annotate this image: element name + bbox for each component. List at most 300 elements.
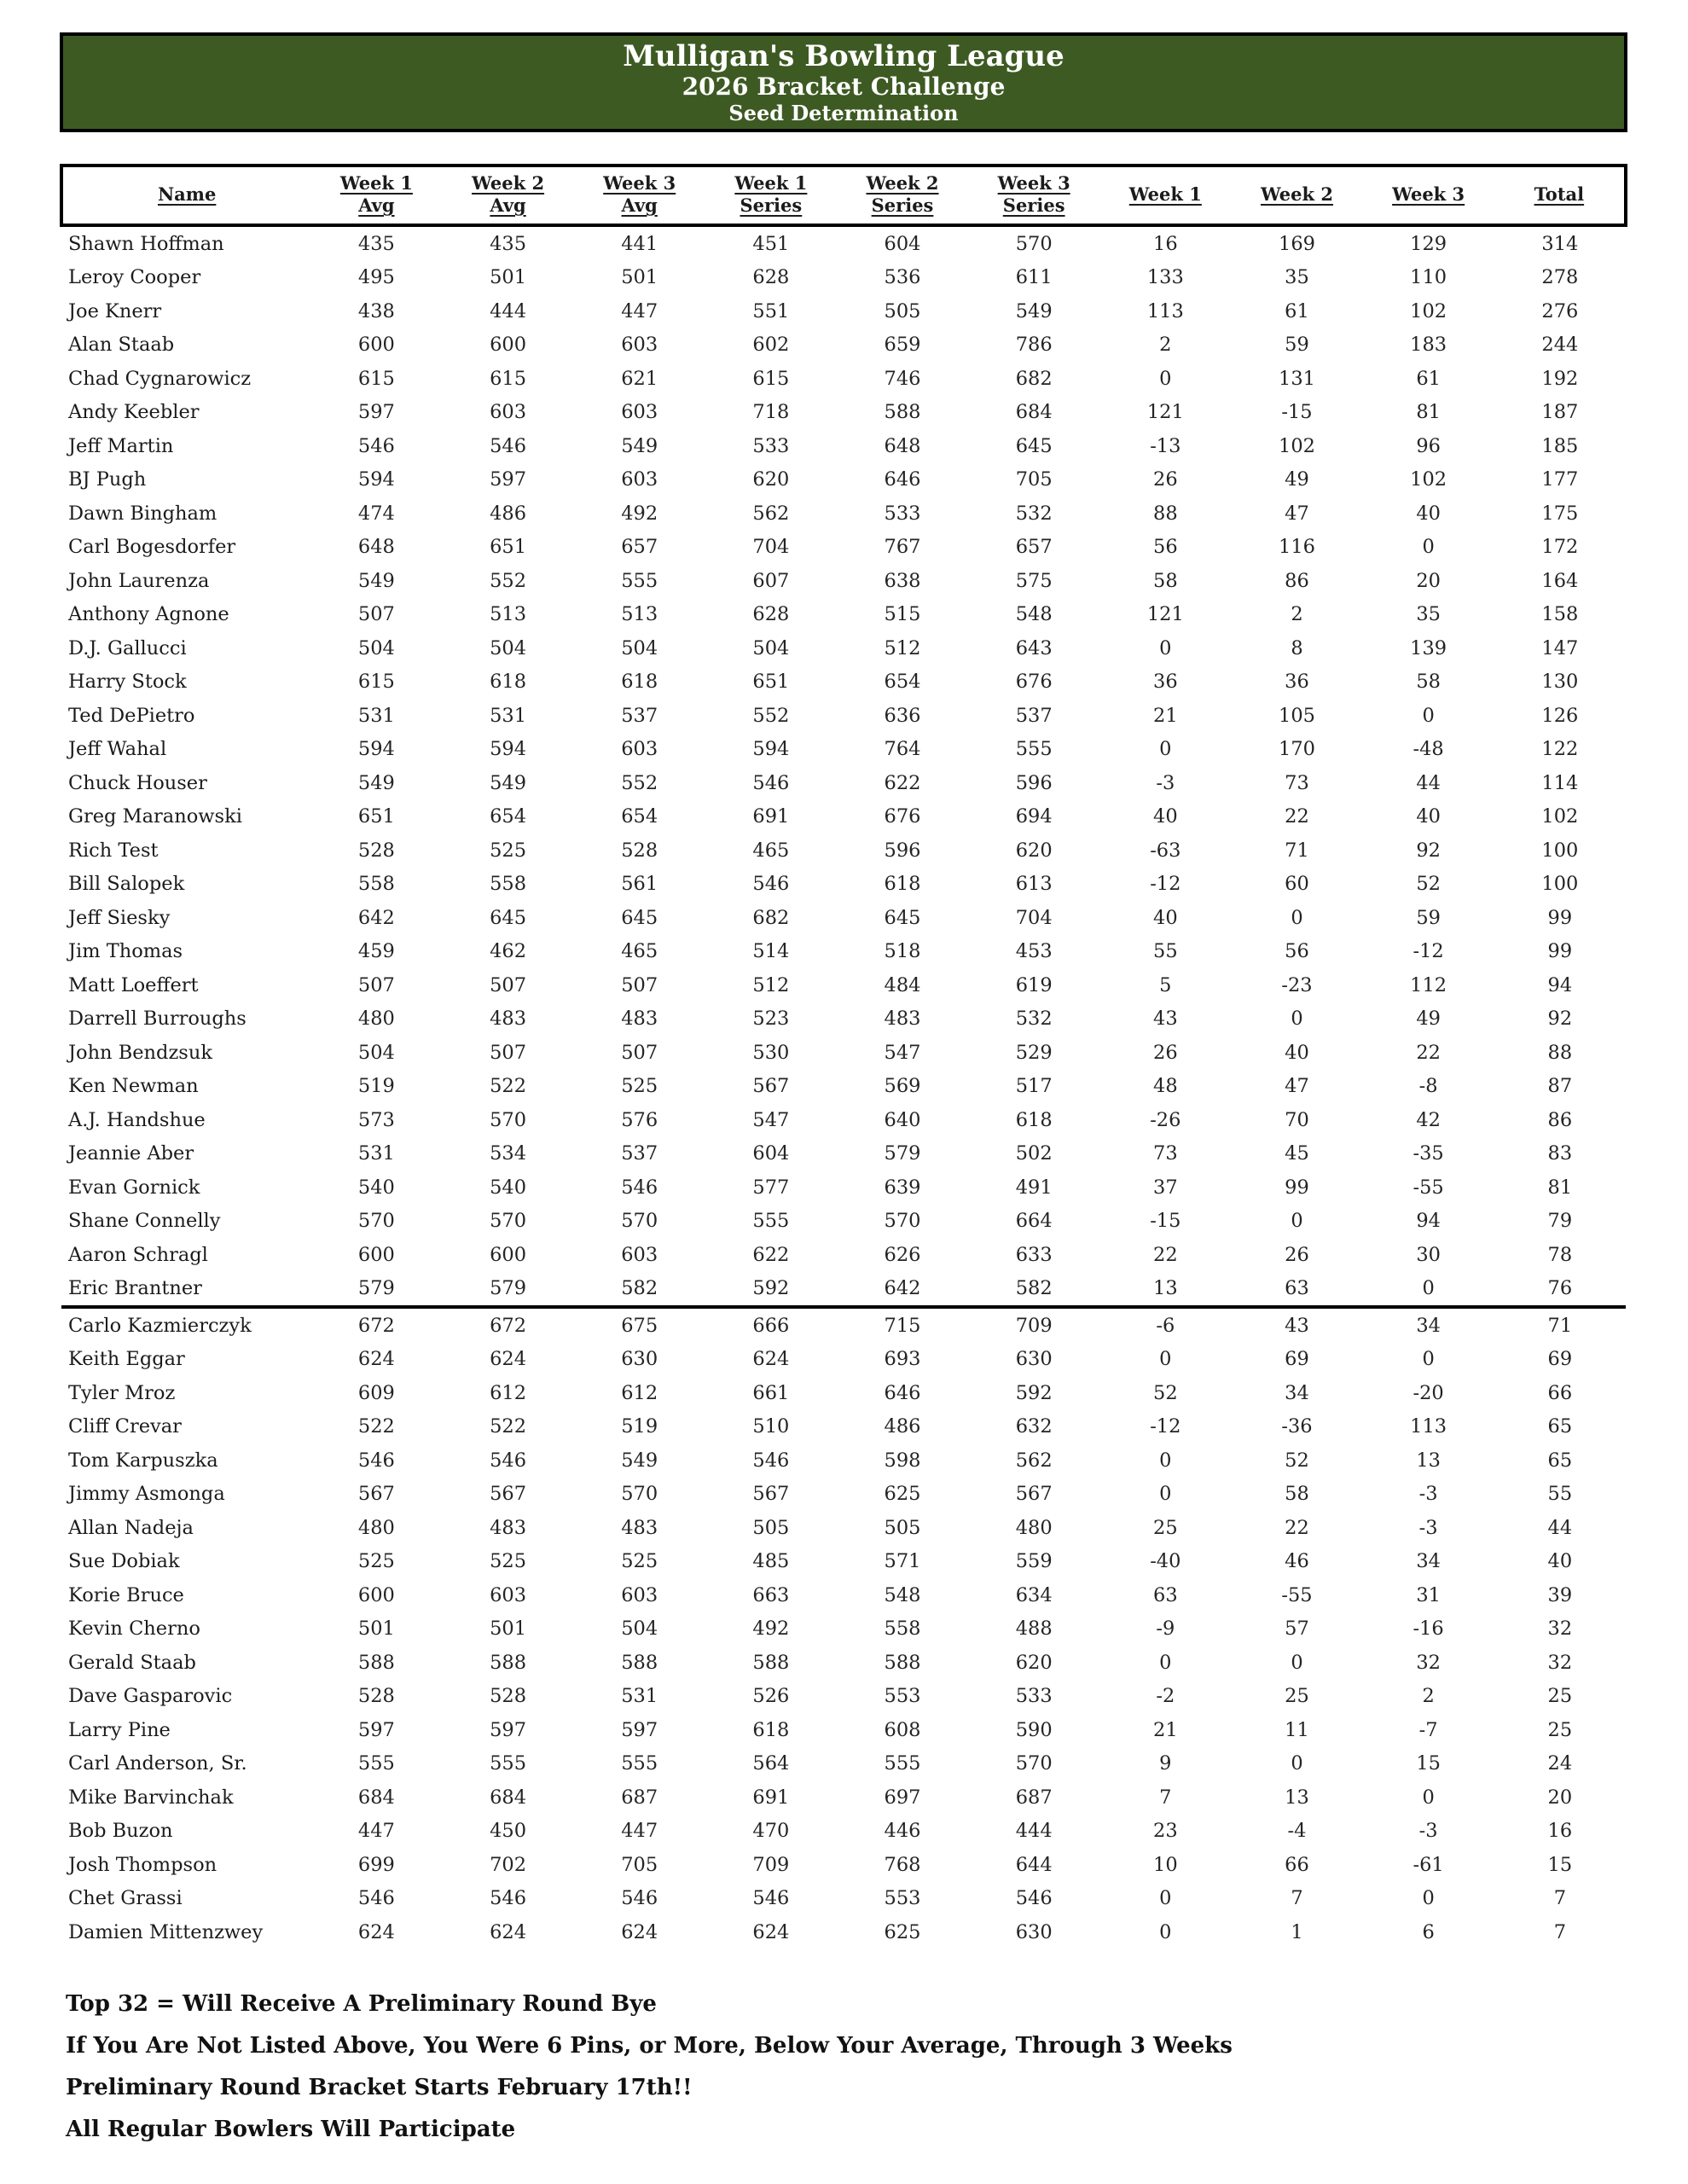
stat-value: 438 — [357, 299, 395, 322]
table-row — [61, 1307, 1626, 1343]
stat-value: 603 — [621, 738, 658, 761]
stat-value: 513 — [621, 603, 658, 626]
stat-value: 0 — [1422, 1348, 1435, 1371]
stat-value: 459 — [357, 940, 395, 963]
stat-value: 603 — [621, 401, 658, 424]
stat-value: 691 — [752, 805, 790, 828]
bowler-name: Greg Maranowski — [68, 805, 242, 828]
stat-value: 645 — [1015, 434, 1053, 457]
stat-value: 558 — [884, 1618, 921, 1641]
stat-value: 624 — [490, 1920, 527, 1943]
stat-value: 170 — [1279, 738, 1315, 761]
stat-value: 603 — [621, 1243, 658, 1266]
stat-value: -35 — [1412, 1142, 1444, 1165]
stat-value: 0 — [1291, 1752, 1303, 1775]
stat-value: -23 — [1281, 973, 1313, 996]
stat-value: 40 — [1285, 1041, 1309, 1064]
seed-table-wrapper — [60, 164, 1627, 1949]
stat-value: 491 — [1015, 1176, 1053, 1199]
stat-value: 657 — [621, 536, 658, 559]
stat-value: 81 — [1416, 401, 1441, 424]
stat-value: 441 — [621, 232, 658, 255]
table-row — [61, 564, 1626, 598]
stat-value: 525 — [621, 1550, 658, 1573]
stat-value: 129 — [1410, 232, 1447, 255]
stat-value: 25 — [1153, 1516, 1178, 1539]
stat-value: 666 — [705, 1307, 837, 1343]
stat-value: 615 — [357, 671, 395, 694]
stat-value: 105 — [1279, 704, 1315, 727]
stat-value: 13 — [1285, 1786, 1309, 1809]
stat-value: 86 — [1547, 1108, 1573, 1131]
stat-value: 501 — [490, 1618, 527, 1641]
stat-value: 0 — [1291, 906, 1303, 929]
stat-value: 682 — [752, 906, 790, 929]
stat-value: 630 — [621, 1348, 658, 1371]
stat-value: 597 — [490, 468, 527, 491]
stat-value: 531 — [490, 704, 527, 727]
stat-value: 549 — [490, 771, 527, 794]
stat-value: 11 — [1285, 1718, 1309, 1741]
table-row — [61, 834, 1626, 868]
stat-value: 594 — [357, 738, 395, 761]
stat-value: 646 — [884, 468, 921, 491]
stat-value: 177 — [1541, 468, 1579, 491]
stat-value: 604 — [884, 232, 921, 255]
stat-value: 540 — [490, 1176, 527, 1199]
stat-value: 570 — [1015, 232, 1053, 255]
bowler-name: Bob Buzon — [68, 1820, 173, 1843]
stat-value: 99 — [1285, 1176, 1309, 1199]
stat-value: 546 — [752, 1449, 790, 1472]
stat-value: 45 — [1285, 1142, 1309, 1165]
stat-value: 546 — [490, 434, 527, 457]
stat-value: 555 — [752, 1210, 790, 1233]
stat-value: 501 — [621, 266, 658, 289]
stat-value: 139 — [1410, 636, 1447, 659]
stat-value: 594 — [357, 468, 395, 491]
stat-value: 549 — [357, 569, 395, 592]
bowler-name: Joe Knerr — [68, 299, 162, 322]
stat-value: 65 — [1547, 1415, 1573, 1438]
table-row — [61, 1103, 1626, 1137]
table-row — [61, 1646, 1626, 1680]
stat-value: 702 — [490, 1853, 527, 1876]
stat-value: 59 — [1285, 334, 1309, 357]
table-row — [61, 1915, 1626, 1949]
stat-value: 52 — [1285, 1449, 1309, 1472]
stat-value: 523 — [752, 1008, 790, 1031]
bowler-name: Dave Gasparovic — [68, 1685, 233, 1708]
stat-value: 624 — [752, 1920, 790, 1943]
stat-value: 709 — [752, 1853, 790, 1876]
stat-value: 52 — [1416, 873, 1441, 896]
stat-value: 624 — [621, 1920, 658, 1943]
stat-value: 684 — [1015, 401, 1053, 424]
stat-value: 645 — [621, 906, 658, 929]
stat-value: 532 — [1015, 502, 1053, 525]
stat-value: 620 — [752, 468, 790, 491]
table-row — [61, 362, 1626, 396]
stat-value: 596 — [1015, 771, 1053, 794]
stat-value: 569 — [884, 1075, 921, 1098]
banner-title: Mulligan's Bowling League — [623, 38, 1064, 73]
bowler-name: Chad Cygnarowicz — [68, 367, 252, 390]
bowler-name: Carl Anderson, Sr. — [68, 1752, 247, 1775]
stat-value: 114 — [1541, 771, 1579, 794]
stat-value: 564 — [752, 1752, 790, 1775]
stat-value: 646 — [884, 1381, 921, 1404]
bowler-name: Tom Karpuszka — [68, 1449, 218, 1472]
bowler-name: Eric Brantner — [68, 1277, 202, 1300]
stat-value: 100 — [1541, 873, 1579, 896]
stat-value: -15 — [1281, 401, 1313, 424]
bowler-name: Carlo Kazmierczyk — [61, 1307, 310, 1343]
banner-subsubtitle: Seed Determination — [728, 100, 959, 125]
stat-value: 192 — [1541, 367, 1579, 390]
stat-value: 588 — [621, 1651, 658, 1674]
table-row — [61, 1036, 1626, 1070]
table-row — [61, 463, 1626, 497]
stat-value: 536 — [884, 266, 921, 289]
stat-value: 0 — [1291, 1008, 1303, 1031]
bowler-name: Harry Stock — [68, 671, 187, 694]
col-header-total: Total — [1494, 166, 1626, 225]
stat-value: 519 — [357, 1075, 395, 1098]
stat-value: 501 — [357, 1618, 395, 1641]
table-row — [61, 1545, 1626, 1579]
stat-value: 110 — [1410, 266, 1447, 289]
stat-value: 501 — [490, 266, 527, 289]
stat-value: 518 — [884, 940, 921, 963]
stat-value: 22 — [1285, 805, 1309, 828]
stat-value: 528 — [490, 1685, 527, 1708]
stat-value: 25 — [1547, 1685, 1573, 1708]
table-row — [61, 1713, 1626, 1747]
stat-value: 22 — [1416, 1041, 1441, 1064]
stat-value: 512 — [752, 973, 790, 996]
stat-value: 570 — [621, 1483, 658, 1506]
bowler-name: Ken Newman — [68, 1075, 199, 1098]
stat-value: 555 — [1015, 738, 1053, 761]
stat-value: 63 — [1153, 1583, 1178, 1606]
bowler-name: Evan Gornick — [68, 1176, 200, 1199]
stat-value: 0 — [1159, 1483, 1172, 1506]
stat-value: 555 — [621, 569, 658, 592]
stat-value: 625 — [884, 1483, 921, 1506]
stat-value: 534 — [490, 1142, 527, 1165]
stat-value: 609 — [357, 1381, 395, 1404]
stat-value: 446 — [884, 1820, 921, 1843]
stat-value: 31 — [1416, 1583, 1441, 1606]
stat-value: 507 — [490, 1041, 527, 1064]
stat-value: -6 — [1099, 1307, 1231, 1343]
stat-value: 546 — [752, 1887, 790, 1910]
stat-value: 633 — [1015, 1243, 1053, 1266]
stat-value: 561 — [621, 873, 658, 896]
stat-value: 597 — [357, 1718, 395, 1741]
table-row — [61, 1070, 1626, 1104]
stat-value: 126 — [1541, 704, 1579, 727]
stat-value: -12 — [1412, 940, 1444, 963]
stat-value: 15 — [1547, 1853, 1573, 1876]
stat-value: 24 — [1547, 1752, 1573, 1775]
bowler-name: Sue Dobiak — [68, 1550, 180, 1573]
stat-value: 588 — [752, 1651, 790, 1674]
stat-value: 133 — [1146, 266, 1184, 289]
table-row — [61, 429, 1626, 463]
stat-value: 632 — [1015, 1415, 1053, 1438]
stat-value: 483 — [490, 1516, 527, 1539]
stat-value: 57 — [1285, 1618, 1309, 1641]
stat-value: 562 — [1015, 1449, 1053, 1472]
stat-value: 278 — [1541, 266, 1579, 289]
stat-value: 1 — [1291, 1920, 1303, 1943]
stat-value: 531 — [357, 704, 395, 727]
stat-value: 49 — [1285, 468, 1309, 491]
stat-value: 504 — [621, 636, 658, 659]
stat-value: 567 — [752, 1483, 790, 1506]
stat-value: -3 — [1156, 771, 1175, 794]
stat-value: 628 — [752, 603, 790, 626]
table-row — [61, 1137, 1626, 1171]
col-header-week1-diff: Week 1 — [1099, 166, 1231, 225]
stat-value: 34 — [1363, 1307, 1494, 1343]
stat-value: 582 — [1015, 1277, 1053, 1300]
stat-value: 34 — [1416, 1550, 1441, 1573]
stat-value: -2 — [1156, 1685, 1175, 1708]
stat-value: 99 — [1547, 906, 1573, 929]
stat-value: 645 — [884, 906, 921, 929]
stat-value: 480 — [1015, 1516, 1053, 1539]
stat-value: 100 — [1541, 839, 1579, 862]
stat-value: 40 — [1153, 906, 1178, 929]
stat-value: 533 — [884, 502, 921, 525]
stat-value: -40 — [1150, 1550, 1181, 1573]
stat-value: 664 — [1015, 1210, 1053, 1233]
stat-value: 0 — [1159, 1348, 1172, 1371]
table-row — [61, 901, 1626, 935]
stat-value: 16 — [1547, 1820, 1573, 1843]
stat-value: 639 — [884, 1176, 921, 1199]
stat-value: 39 — [1547, 1583, 1573, 1606]
table-row — [61, 1272, 1626, 1308]
table-row — [61, 261, 1626, 295]
stat-value: 552 — [490, 569, 527, 592]
stat-value: 486 — [884, 1415, 921, 1438]
stat-value: -4 — [1287, 1820, 1307, 1843]
stat-value: 113 — [1410, 1415, 1447, 1438]
stat-value: 567 — [1015, 1483, 1053, 1506]
stat-value: 642 — [357, 906, 395, 929]
stat-value: 465 — [621, 940, 658, 963]
stat-value: 32 — [1547, 1618, 1573, 1641]
stat-value: 672 — [310, 1307, 442, 1343]
stat-value: 451 — [752, 232, 790, 255]
stat-value: 505 — [884, 299, 921, 322]
stat-value: 485 — [752, 1550, 790, 1573]
stat-value: 607 — [752, 569, 790, 592]
stat-value: 533 — [752, 434, 790, 457]
stat-value: 60 — [1285, 873, 1309, 896]
stat-value: -9 — [1156, 1618, 1175, 1641]
stat-value: 36 — [1285, 671, 1309, 694]
bowler-name: A.J. Handshue — [68, 1108, 206, 1131]
stat-value: 116 — [1279, 536, 1315, 559]
table-row — [61, 1410, 1626, 1444]
stat-value: 0 — [1159, 738, 1172, 761]
stat-value: 603 — [490, 1583, 527, 1606]
stat-value: 604 — [752, 1142, 790, 1165]
stat-value: 567 — [752, 1075, 790, 1098]
stat-value: 522 — [357, 1415, 395, 1438]
table-row — [61, 598, 1626, 632]
stat-value: 465 — [752, 839, 790, 862]
stat-value: 618 — [1015, 1108, 1053, 1131]
stat-value: 0 — [1159, 1887, 1172, 1910]
stat-value: 505 — [884, 1516, 921, 1539]
stat-value: 66 — [1285, 1853, 1309, 1876]
col-header-week2-series: Week 2 Series — [837, 166, 968, 225]
stat-value: 525 — [357, 1550, 395, 1573]
stat-value: -15 — [1150, 1210, 1181, 1233]
bowler-name: Tyler Mroz — [68, 1381, 176, 1404]
stat-value: 618 — [490, 671, 527, 694]
stat-value: 699 — [357, 1853, 395, 1876]
stat-value: 549 — [621, 434, 658, 457]
stat-value: 69 — [1285, 1348, 1309, 1371]
stat-value: 528 — [357, 839, 395, 862]
stat-value: 122 — [1541, 738, 1579, 761]
stat-value: 529 — [1015, 1041, 1053, 1064]
stat-value: 600 — [357, 1583, 395, 1606]
stat-value: 121 — [1146, 401, 1184, 424]
stat-value: 52 — [1153, 1381, 1178, 1404]
header-row — [61, 166, 1626, 225]
stat-value: 22 — [1153, 1243, 1178, 1266]
stat-value: 648 — [884, 434, 921, 457]
stat-value: 102 — [1410, 299, 1447, 322]
stat-value: 470 — [752, 1820, 790, 1843]
stat-value: 573 — [357, 1108, 395, 1131]
bowler-name: Bill Salopek — [68, 873, 185, 896]
stat-value: 0 — [1159, 636, 1172, 659]
stat-value: 715 — [837, 1307, 968, 1343]
stat-value: 546 — [357, 434, 395, 457]
stat-value: 547 — [884, 1041, 921, 1064]
stat-value: 579 — [357, 1277, 395, 1300]
stat-value: 651 — [752, 671, 790, 694]
stat-value: -55 — [1281, 1583, 1313, 1606]
stat-value: 94 — [1416, 1210, 1441, 1233]
stat-value: 547 — [752, 1108, 790, 1131]
stat-value: 588 — [490, 1651, 527, 1674]
stat-value: 764 — [884, 738, 921, 761]
stat-value: 10 — [1153, 1853, 1178, 1876]
stat-value: 81 — [1547, 1176, 1573, 1199]
stat-value: 450 — [490, 1820, 527, 1843]
stat-value: 620 — [1015, 1651, 1053, 1674]
bowler-name: Mike Barvinchak — [68, 1786, 234, 1809]
bowler-name: D.J. Gallucci — [68, 636, 187, 659]
stat-value: 746 — [884, 367, 921, 390]
stat-value: 510 — [752, 1415, 790, 1438]
bowler-name: Anthony Agnone — [68, 603, 229, 626]
stat-value: 626 — [884, 1243, 921, 1266]
stat-value: -48 — [1412, 738, 1444, 761]
stat-value: 528 — [621, 839, 658, 862]
stat-value: 7 — [1291, 1887, 1303, 1910]
stat-value: 26 — [1153, 1041, 1178, 1064]
col-header-week1-series: Week 1 Series — [705, 166, 837, 225]
stat-value: 634 — [1015, 1583, 1053, 1606]
bowler-name: Korie Bruce — [68, 1583, 184, 1606]
bowler-name: Matt Loeffert — [68, 973, 199, 996]
stat-value: 588 — [884, 1651, 921, 1674]
stat-value: 26 — [1153, 468, 1178, 491]
stat-value: 618 — [752, 1718, 790, 1741]
stat-value: 588 — [357, 1651, 395, 1674]
stat-value: 603 — [490, 401, 527, 424]
stat-value: 2 — [1159, 334, 1172, 357]
stat-value: 99 — [1547, 940, 1573, 963]
stat-value: 537 — [1015, 704, 1053, 727]
stat-value: 71 — [1285, 839, 1309, 862]
stat-value: 492 — [621, 502, 658, 525]
stat-value: 480 — [357, 1008, 395, 1031]
stat-value: 40 — [1547, 1550, 1573, 1573]
stat-value: 46 — [1285, 1550, 1309, 1573]
stat-value: 79 — [1547, 1210, 1573, 1233]
stat-value: 314 — [1541, 232, 1579, 255]
stat-value: 8 — [1291, 636, 1303, 659]
table-row — [61, 1205, 1626, 1239]
stat-value: 592 — [752, 1277, 790, 1300]
stat-value: 505 — [752, 1516, 790, 1539]
stat-value: 672 — [442, 1307, 573, 1343]
bowler-name: Jim Thomas — [68, 940, 183, 963]
stat-value: 22 — [1285, 1516, 1309, 1539]
stat-value: 483 — [490, 1008, 527, 1031]
stat-value: 546 — [621, 1176, 658, 1199]
table-row — [61, 1578, 1626, 1612]
stat-value: 102 — [1541, 805, 1579, 828]
footer-line-participate: All Regular Bowlers Will Participate — [66, 2117, 516, 2142]
stat-value: 47 — [1285, 1075, 1309, 1098]
stat-value: 515 — [884, 603, 921, 626]
stat-value: 486 — [490, 502, 527, 525]
table-row — [61, 294, 1626, 328]
stat-value: 598 — [884, 1449, 921, 1472]
stat-value: -13 — [1150, 434, 1181, 457]
stat-value: 694 — [1015, 805, 1053, 828]
stat-value: 447 — [357, 1820, 395, 1843]
stat-value: -26 — [1150, 1108, 1181, 1131]
stat-value: 78 — [1547, 1243, 1573, 1266]
col-header-week2-diff: Week 2 — [1231, 166, 1362, 225]
stat-value: 786 — [1015, 334, 1053, 357]
stat-value: 567 — [490, 1483, 527, 1506]
stat-value: 579 — [490, 1277, 527, 1300]
seed-table — [60, 164, 1627, 1949]
stat-value: -20 — [1412, 1381, 1444, 1404]
stat-value: 628 — [752, 266, 790, 289]
col-header-week1-avg: Week 1 Avg — [310, 166, 442, 225]
table-row — [61, 1443, 1626, 1478]
stat-value: 0 — [1291, 1651, 1303, 1674]
stat-value: 570 — [490, 1210, 527, 1233]
stat-value: 32 — [1547, 1651, 1573, 1674]
